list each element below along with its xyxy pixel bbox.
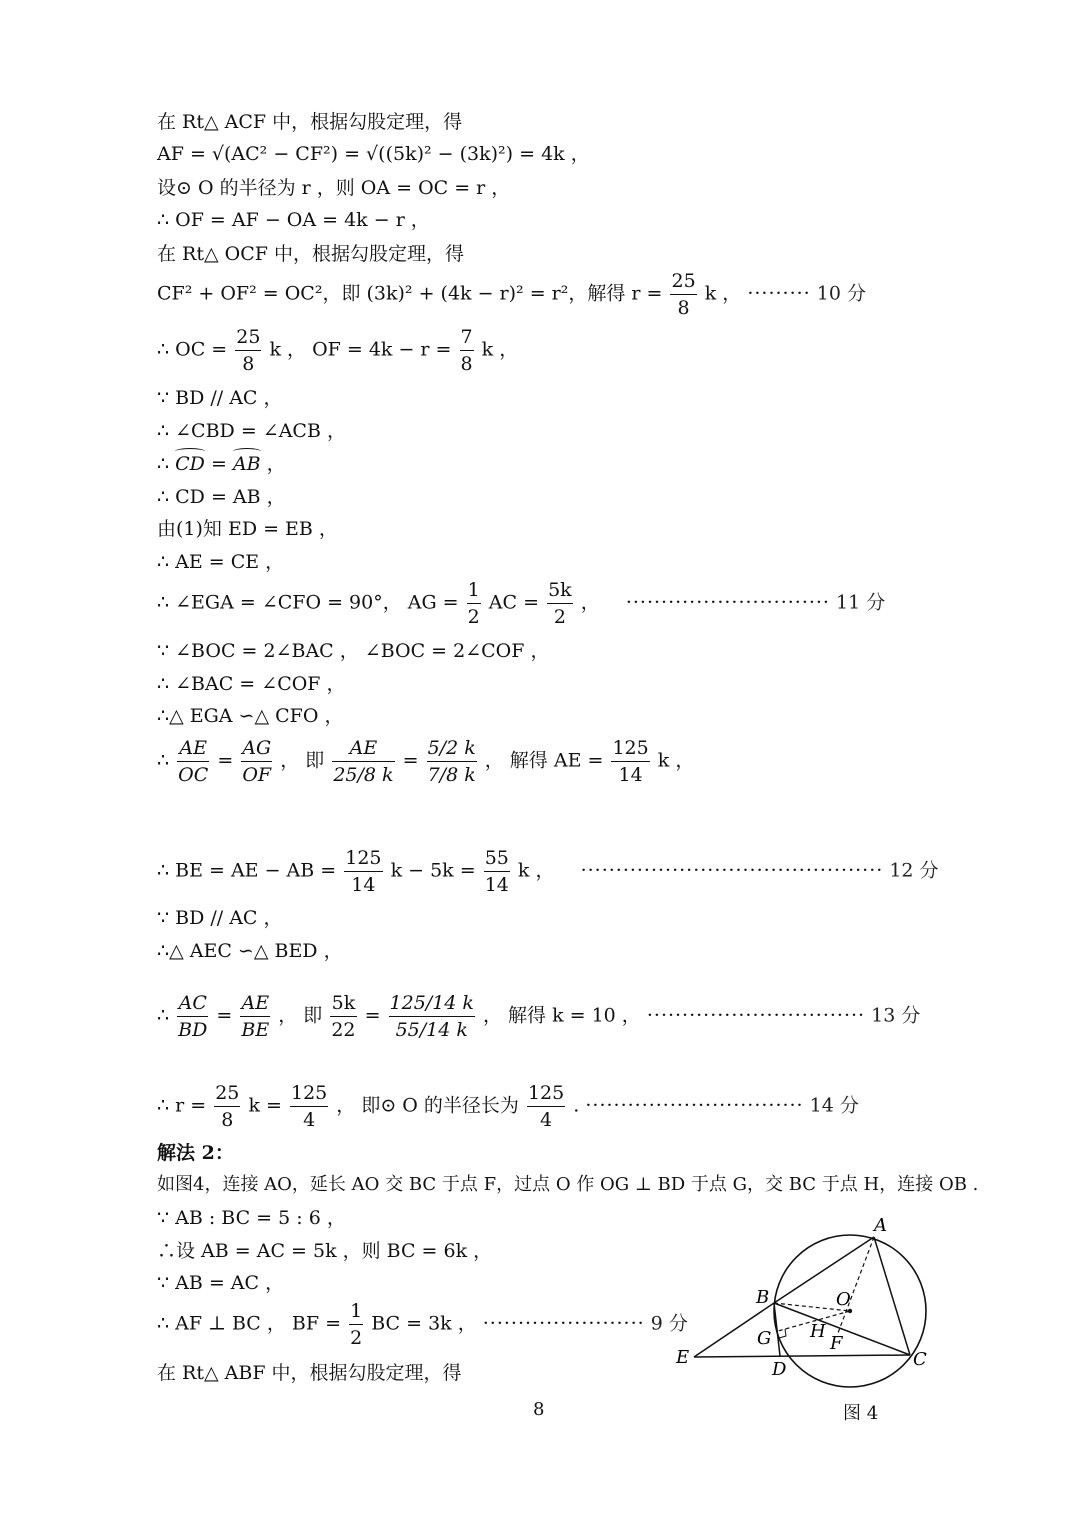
denominator: OC bbox=[178, 764, 209, 786]
text-line: ∴ CD = AB ， bbox=[157, 486, 286, 508]
denominator: 7/8 k bbox=[427, 764, 476, 786]
score: 12 分 bbox=[889, 859, 939, 882]
numerator: 125 bbox=[344, 845, 382, 872]
text-line: ∴ ∠BAC = ∠COF ， bbox=[157, 673, 346, 695]
text-line: ∵ BD // AC ， bbox=[157, 387, 283, 409]
numerator: 55 bbox=[484, 845, 510, 872]
fraction bbox=[240, 990, 270, 1043]
label-a: A bbox=[874, 1215, 887, 1236]
page-number: 8 bbox=[533, 1399, 545, 1420]
segment-bd bbox=[774, 1303, 780, 1356]
denominator: 55/14 k bbox=[395, 1019, 468, 1041]
text: ∴ ∠EGA = ∠CFO = 90°， AG = bbox=[157, 591, 459, 614]
numerator: 5/2 k bbox=[427, 735, 477, 762]
fraction bbox=[467, 577, 481, 630]
text: ∴ bbox=[157, 749, 170, 772]
leader-dots: ······························· bbox=[646, 1004, 866, 1027]
fraction bbox=[427, 735, 477, 788]
text: = bbox=[216, 1004, 233, 1027]
text: ， bbox=[580, 591, 600, 614]
leader-dots: ····························· bbox=[625, 591, 830, 614]
fraction bbox=[349, 1298, 363, 1351]
fraction bbox=[547, 577, 573, 630]
formula-line bbox=[157, 577, 885, 630]
text-line: ∴设 AB = AC = 5k ，则 BC = 6k ， bbox=[157, 1240, 493, 1262]
text-line: ∴ ∠CBD = ∠ACB ， bbox=[157, 420, 346, 442]
text: ， 解得 k = 10 ， bbox=[483, 1004, 641, 1027]
denominator: 14 bbox=[618, 764, 643, 786]
text: CF² + OF² = OC²，即 (3k)² + (4k − r)² = r²，解得 r = bbox=[157, 282, 663, 305]
fraction bbox=[177, 990, 208, 1043]
formula-line bbox=[157, 845, 939, 898]
denominator: 14 bbox=[351, 874, 376, 896]
leader-dots: ······························· bbox=[585, 1094, 804, 1117]
text: AC = bbox=[488, 591, 540, 614]
numerator: 5k bbox=[547, 577, 573, 604]
arc-ab: AB bbox=[232, 453, 261, 475]
fraction bbox=[389, 990, 475, 1043]
text: . bbox=[573, 1094, 580, 1117]
numerator: 125 bbox=[611, 735, 649, 762]
denominator: 2 bbox=[553, 606, 566, 628]
text-line bbox=[157, 452, 286, 476]
text: k ， bbox=[481, 338, 519, 361]
fraction bbox=[241, 735, 272, 788]
score: 10 分 bbox=[816, 282, 866, 305]
text: ， 即⊙ O 的半径长为 bbox=[336, 1094, 519, 1117]
fraction bbox=[344, 845, 382, 898]
formula-line bbox=[157, 324, 518, 377]
numerator: 125 bbox=[290, 1080, 328, 1107]
numerator: AE bbox=[332, 735, 394, 762]
text: k ， OF = 4k − r = bbox=[269, 338, 452, 361]
label-o: O bbox=[836, 1289, 851, 1310]
figure-caption: 图 4 bbox=[843, 1403, 879, 1424]
text-line: 如图4，连接 AO，延长 AO 交 BC 于点 F，过点 O 作 OG ⊥ BD 于点 G，交 BC 于点 H，连接 OB . bbox=[157, 1174, 979, 1195]
formula-line bbox=[157, 990, 920, 1043]
text: ∴ bbox=[157, 453, 170, 475]
formula-line bbox=[157, 268, 866, 321]
fraction bbox=[332, 735, 394, 788]
fraction bbox=[177, 735, 209, 788]
text: ∴ OC = bbox=[157, 338, 228, 361]
text: ∴ bbox=[157, 1004, 170, 1027]
text: = bbox=[210, 453, 227, 475]
formula-line: AF = √(AC² − CF²) = √((5k)² − (3k)²) = 4k ， bbox=[157, 143, 590, 165]
denominator: 8 bbox=[460, 353, 473, 375]
text-line: ∵ AB : BC = 5 : 6 ， bbox=[157, 1207, 346, 1229]
formula-line bbox=[157, 1298, 688, 1351]
text: BC = 3k ， bbox=[371, 1312, 477, 1335]
section-heading: 解法 2： bbox=[157, 1142, 234, 1164]
text-line: 设⊙ O 的半径为 r ，则 OA = OC = r ， bbox=[157, 177, 511, 199]
text: k ， bbox=[517, 859, 555, 882]
text: ， 解得 AE = bbox=[484, 749, 604, 772]
denominator: 25/8 k bbox=[333, 764, 394, 786]
formula-line bbox=[157, 735, 694, 788]
fraction bbox=[235, 324, 261, 377]
denominator: 8 bbox=[221, 1109, 234, 1131]
text: ∴ r = bbox=[157, 1094, 207, 1117]
fraction bbox=[527, 1080, 565, 1133]
numerator: 1 bbox=[349, 1298, 363, 1325]
text-line: ∴△ AEC ∽△ BED ， bbox=[157, 940, 343, 962]
numerator: 1 bbox=[467, 577, 481, 604]
text-line: ∵ AB = AC ， bbox=[157, 1272, 285, 1294]
text: k = bbox=[248, 1094, 282, 1117]
label-c: C bbox=[913, 1349, 927, 1370]
denominator: 14 bbox=[484, 874, 509, 896]
numerator: 125 bbox=[527, 1080, 565, 1107]
text-line: 在 Rt△ OCF 中，根据勾股定理，得 bbox=[157, 243, 464, 265]
score: 9 分 bbox=[650, 1312, 688, 1335]
leader-dots: ··········································· bbox=[580, 859, 884, 882]
segment-ab bbox=[774, 1237, 874, 1303]
denominator: BE bbox=[241, 1019, 270, 1041]
text: ， bbox=[266, 453, 286, 475]
text: k − 5k = bbox=[390, 859, 476, 882]
label-b: B bbox=[756, 1287, 770, 1308]
text: ， 即 bbox=[280, 749, 325, 772]
numerator: 5k bbox=[330, 990, 356, 1017]
text-line: ∵ BD // AC ， bbox=[157, 907, 283, 929]
numerator: AE bbox=[240, 990, 270, 1017]
arc-cd: CD bbox=[175, 453, 205, 475]
fraction bbox=[460, 324, 474, 377]
formula-line bbox=[157, 1080, 859, 1133]
fraction bbox=[611, 735, 649, 788]
denominator: 2 bbox=[467, 606, 480, 628]
numerator: 25 bbox=[670, 268, 696, 295]
text: ， 即 bbox=[278, 1004, 323, 1027]
text: k ， bbox=[704, 282, 742, 305]
segment-af bbox=[838, 1237, 874, 1333]
geometry-figure bbox=[670, 1205, 950, 1395]
numerator: 7 bbox=[460, 324, 474, 351]
score: 11 分 bbox=[836, 591, 886, 614]
label-e: E bbox=[676, 1347, 690, 1368]
fraction bbox=[330, 990, 356, 1043]
text: k ， bbox=[657, 749, 695, 772]
numerator: 125/14 k bbox=[389, 990, 475, 1017]
denominator: BD bbox=[178, 1019, 208, 1041]
numerator: AE bbox=[177, 735, 209, 762]
segment-ac bbox=[874, 1237, 910, 1355]
text: ∴ AF ⊥ BC ， BF = bbox=[157, 1312, 342, 1335]
text: ∴ BE = AE − AB = bbox=[157, 859, 337, 882]
denominator: 4 bbox=[303, 1109, 316, 1131]
text: = bbox=[217, 749, 234, 772]
fraction bbox=[670, 268, 696, 321]
segment-ec bbox=[694, 1355, 910, 1357]
score: 13 分 bbox=[871, 1004, 921, 1027]
text-line: ∴△ EGA ∽△ CFO ， bbox=[157, 705, 344, 727]
numerator: AC bbox=[177, 990, 208, 1017]
denominator: 2 bbox=[350, 1327, 363, 1349]
denominator: 4 bbox=[540, 1109, 553, 1131]
score: 14 分 bbox=[809, 1094, 859, 1117]
label-g: G bbox=[757, 1328, 772, 1349]
text-line: ∴ AE = CE ， bbox=[157, 551, 285, 573]
label-d: D bbox=[772, 1359, 787, 1380]
leader-dots: ······················· bbox=[482, 1312, 645, 1335]
leader-dots: ········· bbox=[747, 282, 811, 305]
text-line: ∴ OF = AF − OA = 4k − r ， bbox=[157, 209, 430, 231]
numerator: 25 bbox=[235, 324, 261, 351]
label-h: H bbox=[810, 1321, 826, 1342]
text-line: 由(1)知 ED = EB ， bbox=[157, 518, 338, 540]
label-f: F bbox=[830, 1333, 843, 1354]
denominator: 22 bbox=[331, 1019, 356, 1041]
numerator: AG bbox=[241, 735, 272, 762]
text-line: ∵ ∠BOC = 2∠BAC ， ∠BOC = 2∠COF ， bbox=[157, 640, 550, 662]
fraction bbox=[484, 845, 510, 898]
text: = bbox=[402, 749, 419, 772]
denominator: 8 bbox=[242, 353, 255, 375]
fraction bbox=[290, 1080, 328, 1133]
fraction bbox=[214, 1080, 240, 1133]
denominator: OF bbox=[242, 764, 272, 786]
text-line: 在 Rt△ ABF 中，根据勾股定理，得 bbox=[157, 1362, 462, 1384]
text: = bbox=[364, 1004, 381, 1027]
denominator: 8 bbox=[677, 297, 690, 319]
numerator: 25 bbox=[214, 1080, 240, 1107]
text-line: 在 Rt△ ACF 中，根据勾股定理，得 bbox=[157, 111, 463, 133]
